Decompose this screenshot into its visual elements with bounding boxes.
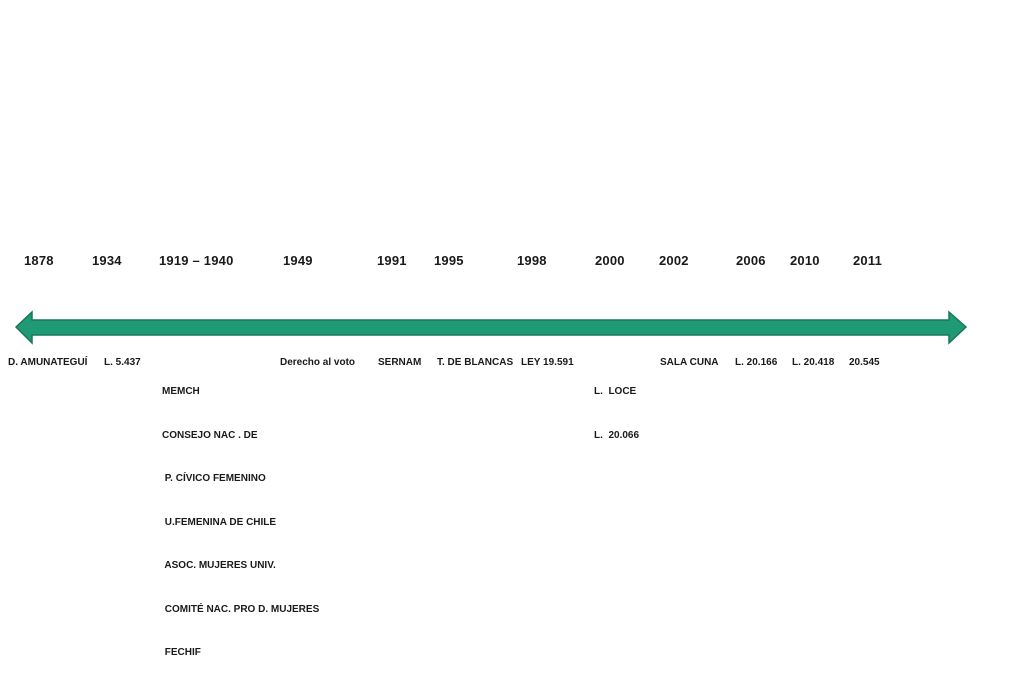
- year-label-2002: 2002: [659, 253, 689, 268]
- event-line: MEMCH: [162, 386, 200, 397]
- event-line: L. 20.166: [735, 357, 778, 368]
- event-line: L. 20.066: [594, 429, 640, 441]
- event-line: SERNAM: [378, 357, 422, 368]
- year-label-1991: 1991: [377, 253, 407, 268]
- year-label-2006: 2006: [736, 253, 766, 268]
- event-line: FECHIF: [162, 647, 201, 658]
- event-line: T. DE BLANCAS: [437, 357, 514, 368]
- event-2006: [735, 356, 777, 371]
- year-label-1878: 1878: [24, 253, 54, 268]
- event-2011: [849, 356, 880, 371]
- year-label-2000: 2000: [595, 253, 625, 268]
- event-2000: [594, 356, 639, 472]
- event-1878: [8, 356, 87, 371]
- event-line: LEY 19.591: [521, 357, 574, 368]
- year-label-1949: 1949: [283, 253, 313, 268]
- event-line: SALA CUNA: [660, 357, 719, 368]
- event-line: 20.545: [849, 357, 880, 368]
- event-line: L. LOCE: [594, 386, 637, 397]
- event-1995: [437, 356, 513, 371]
- event-line: CONSEJO NAC . DE: [162, 429, 258, 441]
- event-2010: [792, 356, 834, 371]
- event-1949: [280, 356, 355, 371]
- event-line: L. 5.437: [104, 357, 141, 368]
- event-line: Derecho al voto: [280, 357, 356, 368]
- event-1991: [378, 356, 421, 371]
- year-label-1934: 1934: [92, 253, 122, 268]
- event-line: COMITÉ NAC. PRO D. MUJERES: [162, 603, 320, 615]
- event-2002: [660, 356, 719, 371]
- event-1934: [104, 356, 141, 371]
- year-label-2010: 2010: [790, 253, 820, 268]
- event-line: P. CÍVICO FEMENINO: [162, 473, 266, 484]
- year-label-1995: 1995: [434, 253, 464, 268]
- event-line: D. AMUNATEGUÍ: [8, 357, 88, 368]
- year-label-2011: 2011: [853, 253, 883, 268]
- year-label-1998: 1998: [517, 253, 547, 268]
- year-label-1919-1940: 1919 – 1940: [159, 253, 234, 268]
- event-1998: [521, 356, 574, 371]
- event-line: L. 20.418: [792, 357, 835, 368]
- event-line: U.FEMENINA DE CHILE: [162, 516, 277, 528]
- event-1919-1940: [162, 356, 319, 690]
- arrow-shape: [16, 312, 966, 343]
- event-line: ASOC. MUJERES UNIV.: [162, 560, 276, 571]
